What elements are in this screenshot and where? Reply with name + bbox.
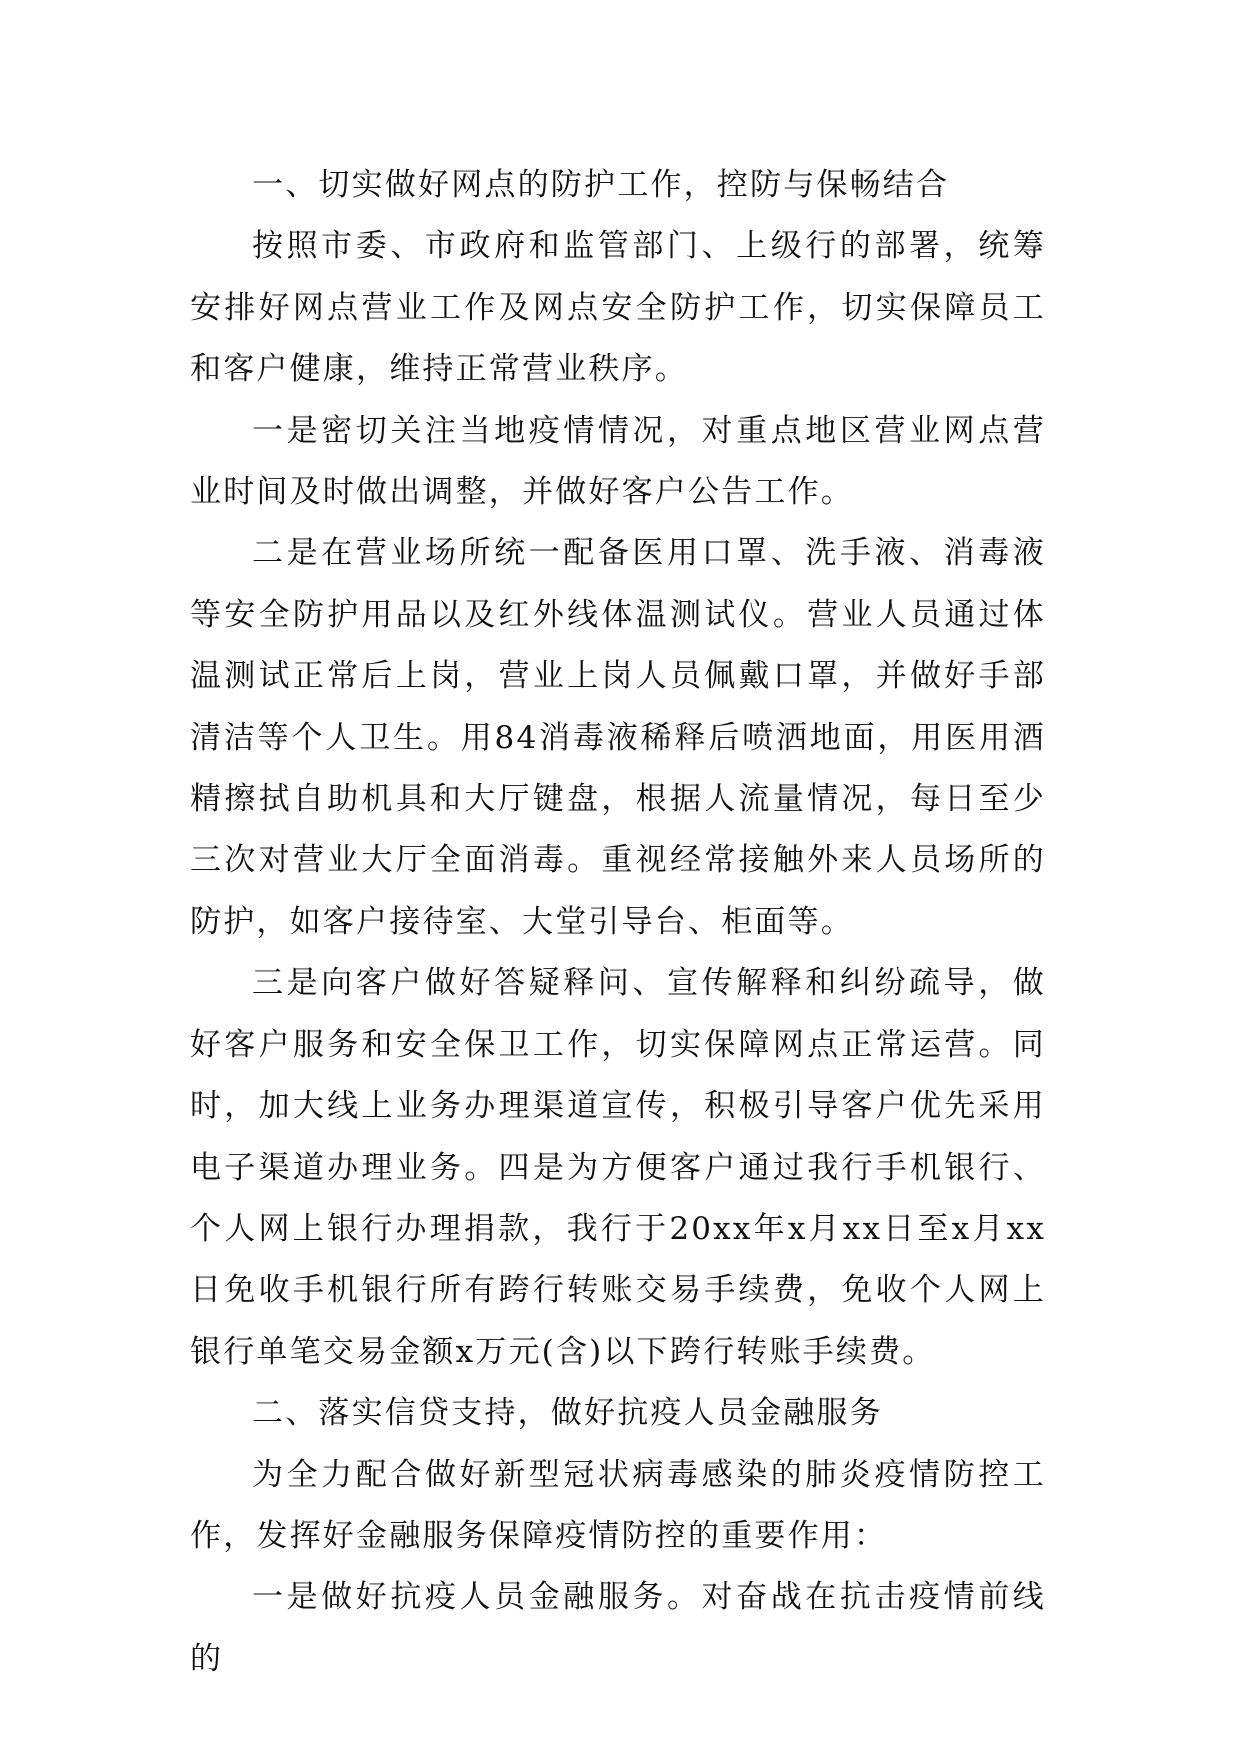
section-heading-2: 二、落实信贷支持，做好抗疫人员金融服务 [252,1395,883,1432]
paragraph-point-2-1: 一是做好抗疫人员金融服务。对奋战在抗击疫情前线的 [190,1579,1046,1677]
paragraph-deployment: 按照市委、市政府和监管部门、上级行的部署，统筹安排好网点营业工作及网点安全防护工作，切实保障员工和客户健康，维持正常营业秩序。 [190,228,1046,388]
paragraph-point-3: 三是向客户做好答疑释问、宣传解释和纠纷疏导，做好客户服务和安全保卫工作，切实保障网点正常运营。同时，加大线上业务办理渠道宣传，积极引导客户优先采用电子渠道办理业务。四是为方便客户通过我行手机银行、个人网上银行办理捐款，我行于20xx年x月xx日至x月xx日免收手机银行所有跨行转账交易手续费，免收个人网上银行单笔交易金额x万元(含)以下跨行转账手续费。 [190,965,1046,1370]
paragraph-point-2: 二是在营业场所统一配备医用口罩、洗手液、消毒液等安全防护用品以及红外线体温测试仪。营业人员通过体温测试正常后上岗，营业上岗人员佩戴口罩，并做好手部清洁等个人卫生。用84消毒液稀释后喷洒地面，用医用酒精擦拭自助机具和大厅键盘，根据人流量情况，每日至少三次对营业大厅全面消毒。重视经常接触外来人员场所的防护，如客户接待室、大堂引导台、柜面等。 [190,535,1046,940]
section-heading-1: 一、切实做好网点的防护工作，控防与保畅结合 [252,167,950,203]
paragraph-point-1: 一是密切关注当地疫情情况，对重点地区营业网点营业时间及时做出调整，并做好客户公告工作。 [190,412,1046,511]
paragraph-intro-2: 为全力配合做好新型冠状病毒感染的肺炎疫情防控工作，发挥好金融服务保障疫情防控的重要作用： [190,1456,1046,1554]
document-body [190,155,1046,1690]
